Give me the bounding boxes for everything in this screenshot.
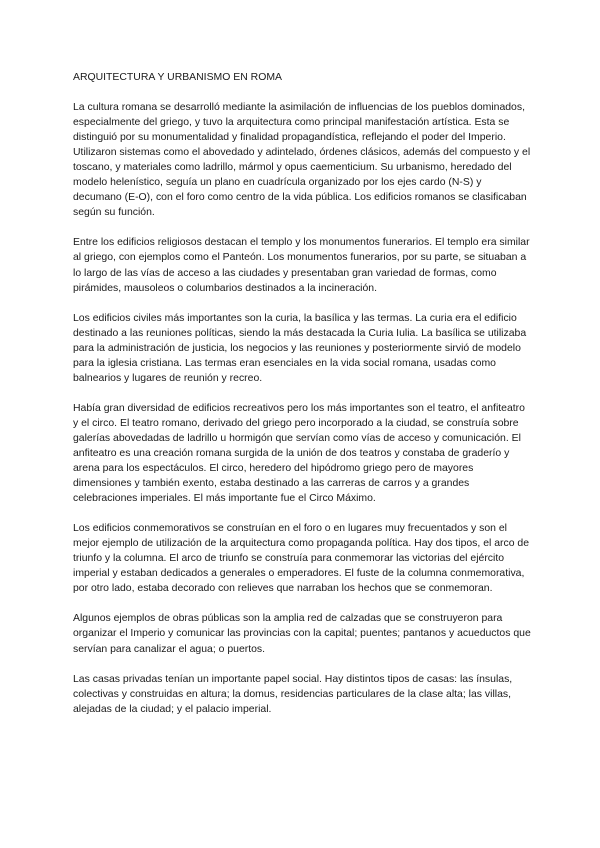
paragraph-private-houses: Las casas privadas tenían un importante papel social. Hay distintos tipos de casas: las ínsulas, colectivas y construidas en altura; la domus, residencias particulares de la clase alta; las villas, alejadas de la ciudad; y el palacio imperial. (73, 673, 513, 715)
paragraph-recreational-buildings: Había gran diversidad de edificios recreativos pero los más importantes son el teatro, el anfiteatro y el circo. El teatro romano, derivado del griego pero incorporado a la ciudad, se construía sobre galerías abovedadas de ladrillo u hormigón que servían como vías de acceso y comunicación. El anfiteatro es una creación romana surgida de la unión de dos teatros y constaba de graderío y arena para los espectáculos. El circo, heredero del hipódromo griego pero de mayores dimensiones y también exento, estaba destinado a las carreras de carros y a grandes celebraciones imperiales. El más importante fue el Circo Máximo. (73, 402, 525, 505)
paragraph-religious-buildings: Entre los edificios religiosos destacan el templo y los monumentos funerarios. El templo era similar al griego, con ejemplos como el Panteón. Los monumentos funerarios, por su parte, se situaban a lo largo de las vías de acceso a las ciudades y presentaban gran variedad de formas, como pirámides, mausoleos o columbarios destinados a la incineración. (73, 237, 530, 294)
document-body (73, 70, 533, 732)
paragraph-public-works: Algunos ejemplos de obras públicas son la amplia red de calzadas que se construyeron para organizar el Imperio y comunicar las provincias con la capital; puentes; pantanos y acueductos que servían para canalizar el agua; o puertos. (73, 613, 531, 655)
paragraph-intro: La cultura romana se desarrolló mediante la asimilación de influencias de los pueblos dominados, especialmente del griego, y tuvo la arquitectura como principal manifestación artística. Esta se distinguió por su monumentalidad y finalidad propagandística, reflejando el poder del Imperio. Utilizaron sistemas como el abovedado y adintelado, órdenes clásicos, además del compuesto y el toscano, y materiales como ladrillo, mármol y opus caementicium. Su urbanismo, heredado del modelo helenístico, seguía un plano en cuadrícula organizado por los ejes cardo (N-S) y decumano (E-O), con el foro como centro de la vida pública. Los edificios romanos se clasificaban según su función. (73, 102, 531, 219)
document-title: ARQUITECTURA Y URBANISMO EN ROMA (73, 72, 282, 83)
paragraph-civil-buildings: Los edificios civiles más importantes son la curia, la basílica y las termas. La curia era el edificio destinado a las reuniones políticas, siendo la más destacada la Curia Iulia. La basílica se utilizaba para la administración de justicia, los negocios y las reuniones y posteriormente sirvió de modelo para la iglesia cristiana. Las termas eran esenciales en la vida social romana, usadas como balnearios y lugares de reunión y recreo. (73, 312, 527, 384)
paragraph-commemorative-buildings: Los edificios conmemorativos se construían en el foro o en lugares muy frecuentados y son el mejor ejemplo de utilización de la arquitectura como propaganda política. Hay dos tipos, el arco de triunfo y la columna. El arco de triunfo se construía para conmemorar las victorias del ejército imperial y estaban dedicados a generales o emperadores. El fuste de la columna conmemorativa, por otro lado, estaba decorado con relieves que narraban los hechos que se conmemoran. (73, 523, 530, 595)
